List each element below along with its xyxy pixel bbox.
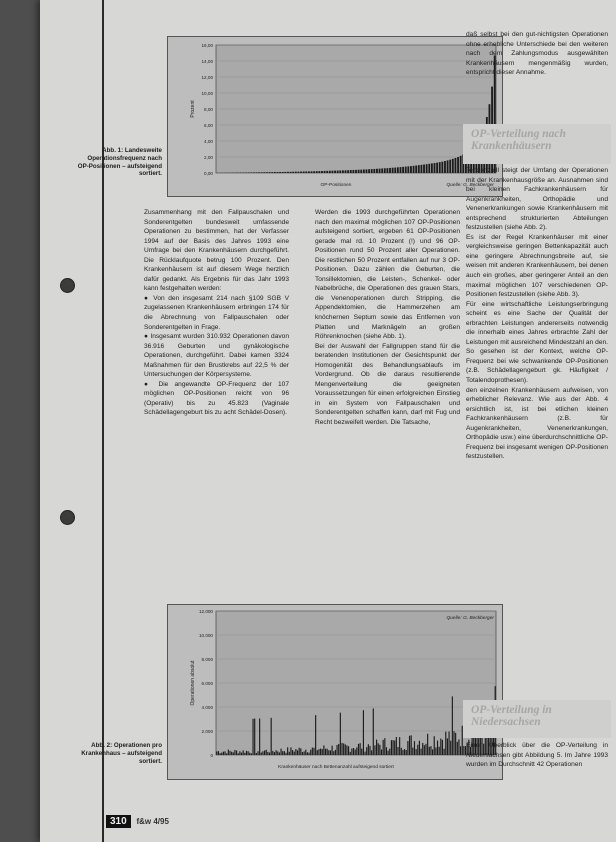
hospital-operations-bar: [310, 750, 311, 755]
op-position-bar: [311, 171, 313, 173]
op-position-bar: [308, 171, 310, 173]
hospital-operations-bar: [447, 738, 448, 755]
hospital-operations-bar: [432, 749, 433, 755]
punch-hole: [60, 510, 75, 525]
hospital-operations-bar: [223, 752, 224, 755]
bullet-item: ● Die angewandte OP-Frequenz der 107 möglichen OP-Positionen reicht von 96 (Operativ) bis zu 45.823 (Vaginale Schädellagengeburt bis zu acht Schädel-Dosen).: [144, 380, 289, 417]
hospital-operations-bar: [323, 745, 324, 755]
hospital-operations-bar: [353, 748, 354, 755]
hospital-operations-bar: [378, 743, 379, 755]
chart-source-label: Quelle: G. Beckberger: [446, 616, 494, 621]
op-position-bar: [279, 172, 281, 173]
op-position-bar: [434, 163, 436, 173]
op-position-bar: [256, 172, 258, 173]
hospital-operations-bar: [366, 747, 367, 755]
hospital-operations-bar: [452, 696, 453, 755]
hospital-operations-bar: [450, 741, 451, 755]
hospital-operations-bar: [336, 745, 337, 755]
op-position-bar: [413, 166, 415, 173]
op-position-bar: [405, 167, 407, 173]
op-position-bar: [324, 171, 326, 173]
hospital-operations-bar: [368, 744, 369, 755]
hospital-operations-bar: [243, 750, 244, 755]
hospital-operations-bar: [229, 751, 230, 755]
text-column-right: [466, 30, 608, 78]
op-position-bar: [295, 172, 297, 173]
hospital-operations-bar: [302, 752, 303, 755]
op-position-bar: [384, 168, 386, 173]
hospital-operations-bar: [304, 751, 305, 755]
op-position-bar: [423, 165, 425, 173]
hospital-operations-bar: [341, 743, 342, 755]
y-tick-label: 4.000: [201, 705, 213, 710]
hospital-operations-bar: [392, 740, 393, 755]
hospital-operations-bar: [429, 747, 430, 755]
hospital-operations-bar: [358, 744, 359, 755]
chart-source-label: Quelle: G. Beckberger: [446, 183, 494, 188]
op-position-bar: [431, 163, 433, 173]
y-tick-label: 0: [210, 753, 213, 758]
hospital-operations-bar: [228, 750, 229, 755]
page-footer: [106, 815, 198, 830]
hospital-operations-bar: [257, 751, 258, 755]
hospital-operations-bar: [249, 753, 250, 755]
hospital-operations-bar: [419, 741, 420, 755]
op-position-bar: [441, 162, 443, 173]
figure-2: [167, 604, 503, 780]
hospital-operations-bar: [238, 753, 239, 755]
y-tick-label: 10.000: [198, 633, 213, 638]
op-position-bar: [355, 170, 357, 173]
bullet-item: ● Insgesamt wurden 310.932 Operationen davon 36.916 Geburten und gynäkologische Operationen, durchgeführt. Dabei kamen 3324 Maßnahmen für den Brustkrebs auf 22,5 % der Untersuchungen der Körpersysteme.: [144, 333, 289, 379]
hospital-operations-bar: [376, 740, 377, 755]
hospital-operations-bar: [346, 745, 347, 755]
paragraph: den einzelnen Krankenhäusern aufweisen, von erheblicher Relevanz. Wie aus der Abb. 4 ersichtlich ist, ist bei etlichen kleinen Fachkrankenhäusern (z.B. für Augenkrankheiten, Venenerkrankungen, Orthopädie usw.) eine überdurchschnittliche OP-Frequenz bei insgesamt wenigen OP-Positionen festzustellen.: [466, 386, 608, 461]
text-column-right-body: [466, 166, 608, 462]
hospital-operations-bar: [396, 737, 397, 755]
op-position-bar: [274, 172, 276, 173]
issue-label: f&w 4/95: [136, 817, 169, 826]
hospital-operations-bar: [218, 751, 219, 755]
hospital-operations-bar: [313, 748, 314, 755]
hospital-operations-bar: [256, 753, 257, 755]
y-tick-label: 6,00: [204, 123, 213, 128]
hospital-operations-bar: [328, 750, 329, 755]
hospital-operations-bar: [327, 749, 328, 755]
op-position-bar: [258, 172, 260, 173]
hospital-operations-bar: [363, 710, 364, 755]
hospital-operations-bar: [285, 753, 286, 755]
hospital-operations-bar: [294, 752, 295, 755]
hospital-operations-bar: [373, 708, 374, 755]
hospital-operations-bar: [386, 747, 387, 755]
hospital-operations-bar: [427, 734, 428, 755]
binding-frame-line: [102, 0, 104, 842]
hospital-operations-bar: [455, 733, 456, 755]
hospital-operations-bar: [224, 751, 225, 755]
hospital-operations-bar: [416, 749, 417, 755]
hospital-operations-bar: [267, 752, 268, 755]
hospital-operations-bar: [430, 746, 431, 755]
hospital-operations-bar: [458, 739, 459, 755]
hospital-operations-bar: [448, 732, 449, 755]
hospital-operations-bar: [220, 753, 221, 755]
hospital-operations-bar: [333, 751, 334, 755]
hospital-operations-bar: [320, 749, 321, 755]
hospital-operations-bar: [330, 750, 331, 755]
op-position-bar: [342, 170, 344, 173]
bullet-item: ● Von den insgesamt 214 nach §109 SGB V zugelassenen Krankenhäusern erbringen 174 für die Abrechnung von Fallpauschalen oder Sonderentgelten in Frage.: [144, 294, 289, 331]
hospital-operations-bar: [272, 751, 273, 755]
hospital-operations-bar: [254, 719, 255, 755]
hospital-operations-bar: [287, 747, 288, 755]
hospital-operations-bar: [351, 748, 352, 755]
hospital-operations-bar: [322, 749, 323, 755]
hospital-operations-bar: [325, 749, 326, 755]
paragraph: Bei der Auswahl der Fallgruppen stand für die beratenden Institutionen der Gesichtspunkt der Homogenität des Behandlungsablaufs im Vordergrund. Ob die daraus resultierende Mengenverteilung die geeigneten Voraussetzungen für einen erfolgreichen Einstieg in ein System von Fallpauschalen und Sonderentgelten schaffen kann, darf mit Fug und Recht bezweifelt werden. Die Tatsache,: [315, 342, 460, 427]
paragraph: Tendenziell steigt der Umfang der Operationen mit der Krankenhausgröße an. Ausnahmen sind bei kleinen Fachkrankenhäusern für Augenkrankheiten, Orthopädie und Venenerkrankungen sowie Krankenhäusern mit entsprechend strukturierten Abteilungen festzustellen (siehe Abb. 2).: [466, 167, 608, 232]
op-position-bar: [250, 172, 252, 173]
op-position-bar: [271, 172, 273, 173]
hospital-operations-bar: [437, 741, 438, 755]
hospital-operations-bar: [360, 743, 361, 755]
hospital-operations-bar: [417, 745, 418, 755]
section-heading-box: [463, 124, 611, 164]
op-position-bar: [321, 171, 323, 173]
op-position-bar: [376, 169, 378, 173]
op-position-bar: [313, 171, 315, 173]
page-number: 310: [106, 815, 131, 828]
hospital-operations-bar: [271, 718, 272, 755]
op-position-bar: [318, 171, 320, 173]
hospital-operations-bar: [248, 751, 249, 755]
hospital-operations-bar: [292, 750, 293, 755]
op-position-bar: [426, 164, 428, 173]
hospital-operations-bar: [264, 751, 265, 755]
op-position-bar: [421, 165, 423, 173]
hospital-operations-bar: [246, 751, 247, 755]
hospital-operations-bar: [317, 750, 318, 755]
op-position-bar: [269, 172, 271, 173]
hospital-operations-bar: [404, 749, 405, 755]
hospital-operations-bar: [399, 737, 400, 755]
hospital-operations-bar: [445, 732, 446, 755]
hospital-operations-bar: [289, 752, 290, 755]
hospital-operations-bar: [434, 736, 435, 755]
page: [40, 0, 616, 842]
hospital-operations-bar: [276, 750, 277, 755]
hospital-operations-bar: [318, 749, 319, 755]
op-position-bar: [444, 161, 446, 173]
hospital-operations-bar: [345, 744, 346, 755]
hospital-operations-bar: [371, 750, 372, 755]
hospital-operations-bar: [290, 747, 291, 755]
hospital-operations-bar: [216, 751, 217, 755]
op-position-bar: [400, 167, 402, 173]
op-position-bar: [266, 172, 268, 173]
hospital-operations-bar: [241, 753, 242, 755]
hospital-operations-bar: [335, 750, 336, 755]
hospital-operations-bar: [402, 750, 403, 755]
op-position-bar: [305, 171, 307, 173]
op-position-bar: [439, 162, 441, 173]
paragraph: Zusammenhang mit den Fallpauschalen und Sonderentgelten bundesweit umfassende Operationen zu bestimmen, hat der Verfasser 1994 auf der Basis des Jahres 1993 eine Umfrage bei den Krankenhäusern durchgeführt. Die Rücklaufquote betrug 100 Prozent. Den Krankenhäusern ist auf diesem Wege herzlich dafür gedankt. Als Ergebnis für das Jahr 1993 kann festgehalten werden:: [144, 209, 289, 293]
op-position-bar: [402, 167, 404, 173]
hospital-operations-bar: [332, 746, 333, 755]
figure-1: [167, 36, 503, 197]
hospital-operations-bar: [374, 745, 375, 755]
hospital-operations-bar: [282, 751, 283, 755]
y-tick-label: 16,00: [201, 43, 213, 48]
hospital-operations-bar: [411, 735, 412, 755]
hospital-operations-bar: [315, 715, 316, 755]
hospital-operations-bar: [397, 747, 398, 755]
op-position-bar: [248, 172, 250, 173]
op-position-bar: [292, 172, 294, 173]
op-position-bar: [347, 170, 349, 173]
hospital-operations-bar: [364, 752, 365, 755]
paragraph: Für eine wirtschaftliche Leistungserbringung scheint es eine Sache der Qualität der erbrachten Leistungen andererseits notwendig die innerhalb eines Jahres erbrachte Zahl der Leistungen mit ausreichend Mindestzahl an den. So gesehen ist der Kontext, welche OP-Frequenz bei wie schwankende OP-Positionen (z.B. Schädellagengeburt gk. Häufigkeit / Totalendoprothesen).: [466, 300, 608, 385]
paragraph: daß selbst bei den gut-nichtigsten Operationen ohne erhebliche Unterschiede bei den weiteren nach dem Zahlungsmodus ausgewählten Krankenhäusern mengenmäßig wurden, entspricht dieser Annahme.: [466, 31, 608, 77]
op-position-bar: [418, 165, 420, 173]
hospital-operations-bar: [379, 745, 380, 755]
hospital-operations-bar: [425, 744, 426, 755]
op-position-bar: [360, 170, 362, 173]
hospital-operations-bar: [299, 748, 300, 755]
hospital-operations-bar: [244, 753, 245, 755]
hospital-operations-bar: [394, 741, 395, 755]
hospital-operations-bar: [460, 746, 461, 755]
hospital-operations-bar: [274, 752, 275, 755]
y-tick-label: 2.000: [201, 729, 213, 734]
op-position-bar: [352, 170, 354, 173]
op-position-bar: [457, 157, 459, 173]
hospital-operations-bar: [442, 740, 443, 755]
hospital-operations-bar: [251, 753, 252, 755]
hospital-operations-bar: [401, 748, 402, 755]
op-position-bar: [358, 170, 360, 173]
y-tick-label: 2,00: [204, 155, 213, 160]
hospital-operations-bar: [234, 750, 235, 755]
hospital-operations-bar: [414, 741, 415, 755]
hospital-operations-bar: [269, 753, 270, 755]
op-frequency-chart: [168, 37, 502, 196]
hospital-operations-bar: [312, 748, 313, 755]
hospital-operations-bar: [236, 751, 237, 755]
op-position-bar: [334, 171, 336, 173]
op-position-bar: [316, 171, 318, 173]
hospital-operations-bar: [266, 750, 267, 755]
op-position-bar: [332, 171, 334, 173]
hospital-operations-bar: [409, 736, 410, 755]
hospital-operations-bar: [389, 749, 390, 755]
y-tick-label: 8,00: [204, 107, 213, 112]
op-position-bar: [447, 160, 449, 173]
op-position-bar: [407, 166, 409, 173]
hospital-operations-bar: [259, 718, 260, 755]
hospital-operations-bar: [350, 752, 351, 755]
op-position-bar: [371, 169, 373, 173]
hospital-operations-bar: [361, 749, 362, 755]
op-position-bar: [284, 172, 286, 173]
op-position-bar: [386, 168, 388, 173]
op-position-bar: [381, 168, 383, 173]
hospital-operations-bar: [407, 741, 408, 755]
hospital-operations-bar: [369, 746, 370, 755]
op-position-bar: [287, 172, 289, 173]
hospital-operations-bar: [280, 749, 281, 755]
x-axis-label: OP-Positionen: [320, 183, 352, 188]
text-column-middle: [315, 208, 460, 428]
op-position-bar: [366, 169, 368, 173]
op-position-bar: [455, 158, 457, 173]
hospital-operations-bar: [279, 752, 280, 755]
hospital-operations-bar: [295, 749, 296, 755]
hospital-operations-bar: [308, 753, 309, 755]
hospital-operations-bar: [439, 747, 440, 755]
y-tick-label: 4,00: [204, 139, 213, 144]
op-position-bar: [300, 172, 302, 173]
hospital-operations-bar: [355, 750, 356, 755]
figure-2-caption: Abb. 2: Operationen pro Krankenhaus – aufsteigend sortiert.: [81, 742, 162, 765]
op-position-bar: [350, 170, 352, 173]
op-position-bar: [363, 169, 365, 173]
hospital-operations-bar: [391, 740, 392, 755]
op-position-bar: [397, 167, 399, 173]
y-tick-label: 8.000: [201, 657, 213, 662]
op-position-bar: [394, 168, 396, 173]
hospital-operations-bar: [343, 743, 344, 755]
op-position-bar: [389, 168, 391, 173]
hospital-operations-bar: [435, 747, 436, 755]
op-position-bar: [303, 171, 305, 173]
hospital-operations-bar: [239, 751, 240, 755]
op-position-bar: [329, 171, 331, 173]
y-tick-label: 10,00: [201, 91, 213, 96]
op-position-bar: [261, 172, 263, 173]
hospital-operations-bar: [300, 748, 301, 755]
y-tick-label: 14,00: [201, 59, 213, 64]
operations-per-hospital-chart: [168, 605, 502, 779]
op-position-bar: [277, 172, 279, 173]
paragraph: Es ist der Regel Krankenhäuser mit einer vergleichsweise geringen Bettenkapazität auch eine geringere Abrechnungsbreite auf, sie weisen mit anderen Krankenhäusern, bei denen auch ein großes, aber geringerer Anteil an den maximal möglichen 107 verschiedenen OP-Positionen festzustellen (siehe Abb. 3).: [466, 233, 608, 299]
op-position-bar: [379, 169, 381, 173]
op-position-bar: [339, 170, 341, 173]
y-tick-label: 6.000: [201, 681, 213, 686]
hospital-operations-bar: [424, 745, 425, 755]
section-heading: OP-Verteilung in Niedersachsen: [471, 704, 552, 729]
hospital-operations-bar: [422, 743, 423, 755]
op-position-bar: [298, 172, 300, 173]
op-position-bar: [460, 156, 462, 173]
y-axis-label: Prozent: [190, 100, 196, 118]
hospital-operations-bar: [348, 746, 349, 755]
op-position-bar: [345, 170, 347, 173]
hospital-operations-bar: [233, 752, 234, 755]
hospital-operations-bar: [444, 749, 445, 755]
punch-hole: [60, 278, 75, 293]
hospital-operations-bar: [384, 738, 385, 755]
op-position-bar: [263, 172, 265, 173]
hospital-operations-bar: [420, 749, 421, 755]
text-column-left: [144, 208, 289, 418]
hospital-operations-bar: [388, 751, 389, 755]
y-tick-label: 12.000: [198, 609, 213, 614]
section-heading-box: [463, 700, 611, 738]
op-position-bar: [326, 171, 328, 173]
x-axis-label: Krankenhäuser nach Bettenanzahl aufsteigend sortiert: [278, 765, 394, 770]
hospital-operations-bar: [305, 750, 306, 755]
hospital-operations-bar: [221, 753, 222, 755]
op-position-bar: [436, 163, 438, 173]
paragraph: Werden die 1993 durchgeführten Operationen nach den maximal möglichen 107 OP-Positionen aufsteigend sortiert, ergeben 61 OP-Positionen gerade mal rd. 10 Prozent (!) und 96 OP-Positionen rund 50 Prozent aller Operationen. Die restlichen 50 Prozent entfallen auf nur 3 OP-Positionen. Dazu zählen die Geburten, die Tonsillektomien, die Leisten-, Schenkel- oder Nabelbrüche, die Operationen des grauen Stars, die Venenoperationen durch Stripping, die Appendektomien, die Hammerzehen am knöchernen Septum sowie das Entfernen von Platten und Marknägeln an großen Röhrenknochen (siehe Abb. 1).: [315, 209, 460, 341]
hospital-operations-bar: [307, 752, 308, 755]
op-position-bar: [392, 168, 394, 173]
text-column-right-bottom: [466, 741, 608, 770]
hospital-operations-bar: [226, 753, 227, 755]
hospital-operations-bar: [340, 713, 341, 755]
op-position-bar: [415, 165, 417, 173]
op-position-bar: [449, 160, 451, 173]
y-tick-label: 0,00: [204, 171, 213, 176]
y-tick-label: 12,00: [201, 75, 213, 80]
op-position-bar: [428, 164, 430, 173]
section-heading: OP-Verteilung nach Krankenhäusern: [471, 128, 566, 153]
hospital-operations-bar: [463, 746, 464, 755]
hospital-operations-bar: [457, 742, 458, 755]
hospital-operations-bar: [261, 753, 262, 755]
figure-1-caption: Abb. 1: Landesweite Operationsfrequenz nach OP-Positionen – aufsteigend sortiert.: [77, 147, 162, 178]
op-position-bar: [410, 166, 412, 173]
hospital-operations-bar: [381, 749, 382, 755]
hospital-operations-bar: [277, 751, 278, 755]
paragraph: Einen Überblick über die OP-Verteilung in Niedersachsen gibt Abbildung 5. Im Jahre 1993 wurden im Durchschnitt 42 Operationen: [466, 742, 608, 769]
op-position-bar: [337, 171, 339, 173]
hospital-operations-bar: [356, 747, 357, 755]
hospital-operations-bar: [440, 739, 441, 755]
hospital-operations-bar: [453, 731, 454, 755]
hospital-operations-bar: [262, 751, 263, 755]
hospital-operations-bar: [252, 719, 253, 755]
op-position-bar: [368, 169, 370, 173]
hospital-operations-bar: [284, 751, 285, 755]
y-axis-label: Operationen absolut: [190, 660, 196, 706]
hospital-operations-bar: [383, 740, 384, 755]
hospital-operations-bar: [406, 750, 407, 755]
hospital-operations-bar: [297, 750, 298, 755]
hospital-operations-bar: [231, 752, 232, 755]
op-position-bar: [373, 169, 375, 173]
op-position-bar: [290, 172, 292, 173]
hospital-operations-bar: [338, 744, 339, 755]
op-position-bar: [452, 159, 454, 173]
op-position-bar: [282, 172, 284, 173]
hospital-operations-bar: [412, 748, 413, 755]
op-position-bar: [253, 172, 255, 173]
